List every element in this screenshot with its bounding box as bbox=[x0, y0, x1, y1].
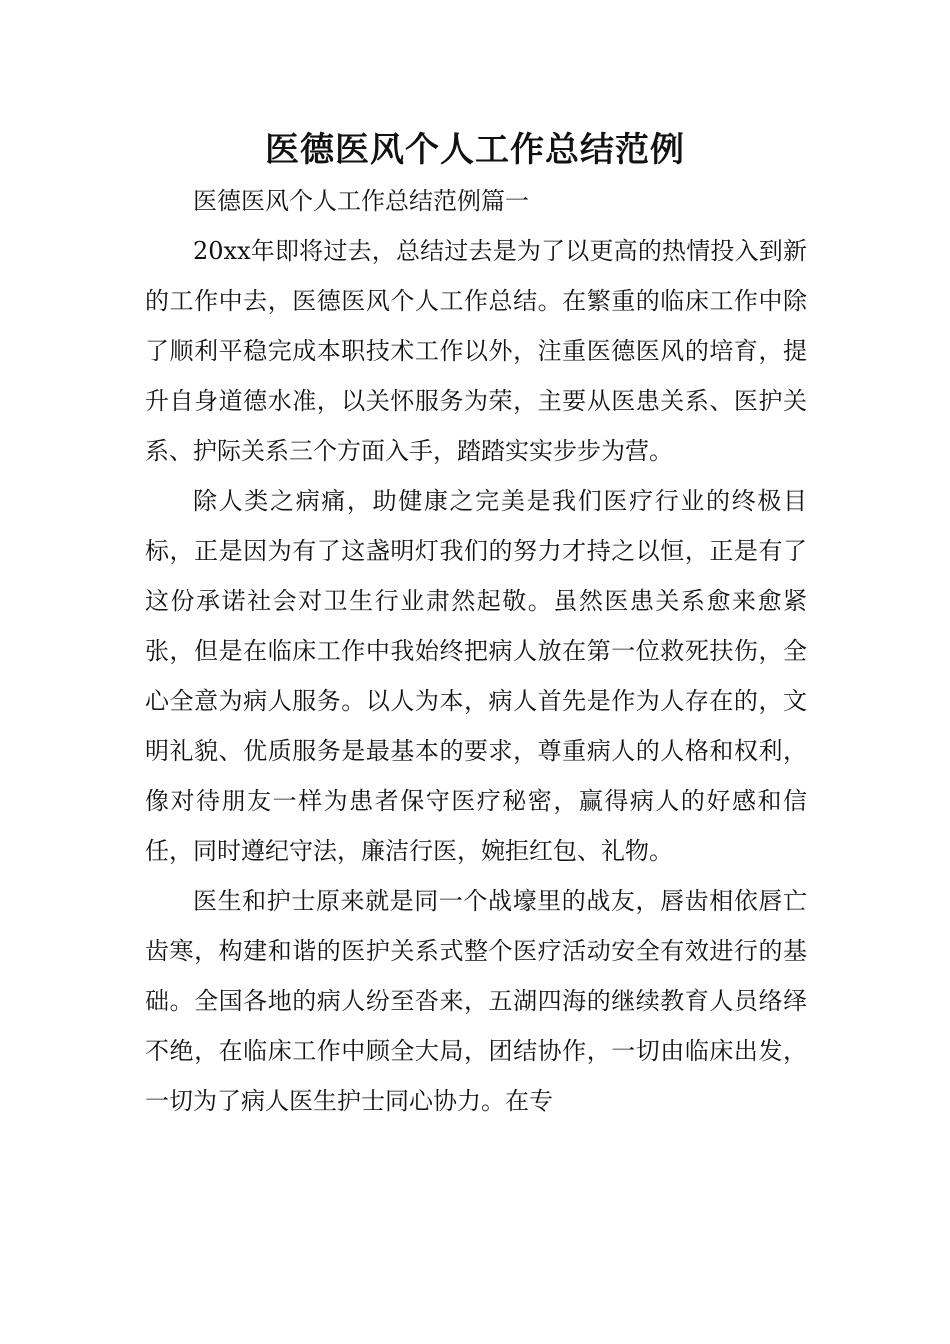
section-heading: 医德医风个人工作总结范例篇一 bbox=[193, 187, 529, 215]
document-title: 医德医风个人工作总结范例 bbox=[265, 130, 685, 170]
paragraph: 医生和护士原来就是同一个战壕里的战友，唇齿相依唇亡齿寒，构建和谐的医护关系式整个医疗活动安全有效进行的基础。全国各地的病人纷至沓来，五湖四海的继续教育人员络绎不绝，在临床工作中顾全大局，团结协作，一切由临床出发，一切为了病人医生护士同心协力。在专 bbox=[145, 887, 807, 1115]
document-body bbox=[145, 176, 807, 1126]
paragraph: 20xx年即将过去，总结过去是为了以更高的热情投入到新的工作中去，医德医风个人工作总结。在繁重的临床工作中除了顺利平稳完成本职技术工作以外，注重医德医风的培育，提升自身道德水准，以关怀服务为荣，主要从医患关系、医护关系、护际关系三个方面入手，踏踏实实步步为营。 bbox=[145, 237, 807, 465]
paragraph: 除人类之病痛，助健康之完美是我们医疗行业的终极目标，正是因为有了这盏明灯我们的努力才持之以恒，正是有了这份承诺社会对卫生行业肃然起敬。虽然医患关系愈来愈紧张，但是在临床工作中我始终把病人放在第一位救死扶伤，全心全意为病人服务。以人为本，病人首先是作为人存在的，文明礼貌、优质服务是最基本的要求，尊重病人的人格和权利，像对待朋友一样为患者保守医疗秘密，赢得病人的好感和信任，同时遵纪守法，廉洁行医，婉拒红包、礼物。 bbox=[145, 487, 807, 865]
